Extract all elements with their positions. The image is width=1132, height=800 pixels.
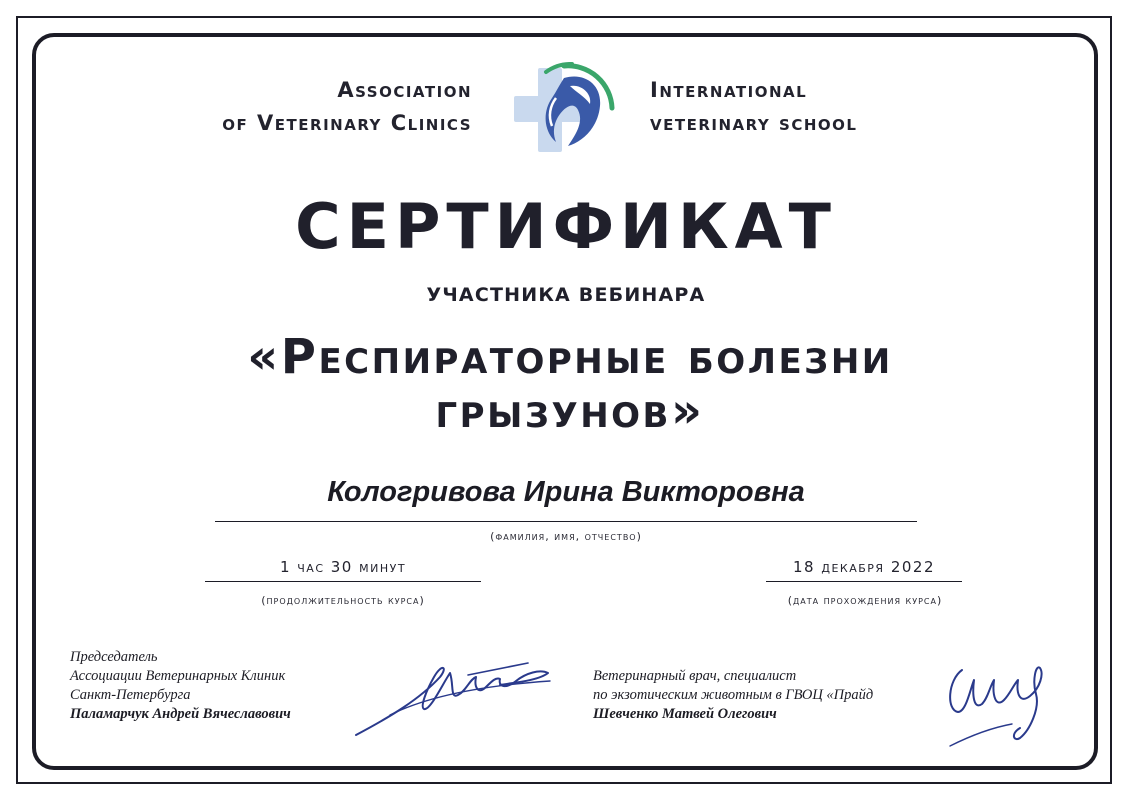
org-right-line1: International [650,78,808,102]
webinar-title-line2: грызунов» [435,383,705,439]
duration-caption: (продолжительность курса) [261,594,425,607]
signer-vet-name: Шевченко Матвей Олегович [593,706,777,722]
signer-vet-line2: по экзотическим животным в ГВОЦ «Прайд [593,687,874,703]
duration-underline [205,581,481,582]
signer-chairman-line2: Ассоциации Ветеринарных Клиник [70,668,286,684]
date-underline [766,581,962,582]
signature-vet-icon [940,650,1060,750]
recipient-caption: (фамилия, имя, отчество) [490,530,642,543]
signer-chairman-name: Паламарчук Андрей Вячеславович [70,706,291,722]
org-left-line1: Association [337,78,472,102]
signer-chairman-line3: Санкт-Петербурга [70,687,191,703]
signer-chairman [70,648,291,724]
signature-chairman-icon [350,655,560,740]
veterinary-logo-icon [512,62,616,156]
webinar-title-line1: «Респираторные болезни [247,329,893,385]
duration-value: 1 час 30 минут [279,558,407,576]
org-left-line2: of Veterinary Clinics [222,111,472,135]
signer-chairman-line1: Председатель [70,649,158,665]
certificate-subtitle: УЧАСТНИКА ВЕБИНАРА [426,284,706,306]
recipient-name: Кологривова Ирина Викторовна [327,476,805,508]
date-value: 18 декабря 2022 [793,558,935,576]
date-caption: (дата прохождения курса) [787,594,943,607]
signer-vet-line1: Ветеринарный врач, специалист [593,668,797,684]
certificate-title: СЕРТИФИКАТ [295,190,837,263]
recipient-underline [215,521,917,522]
org-right-line2: veterinary school [650,111,858,135]
signer-vet [593,667,873,724]
